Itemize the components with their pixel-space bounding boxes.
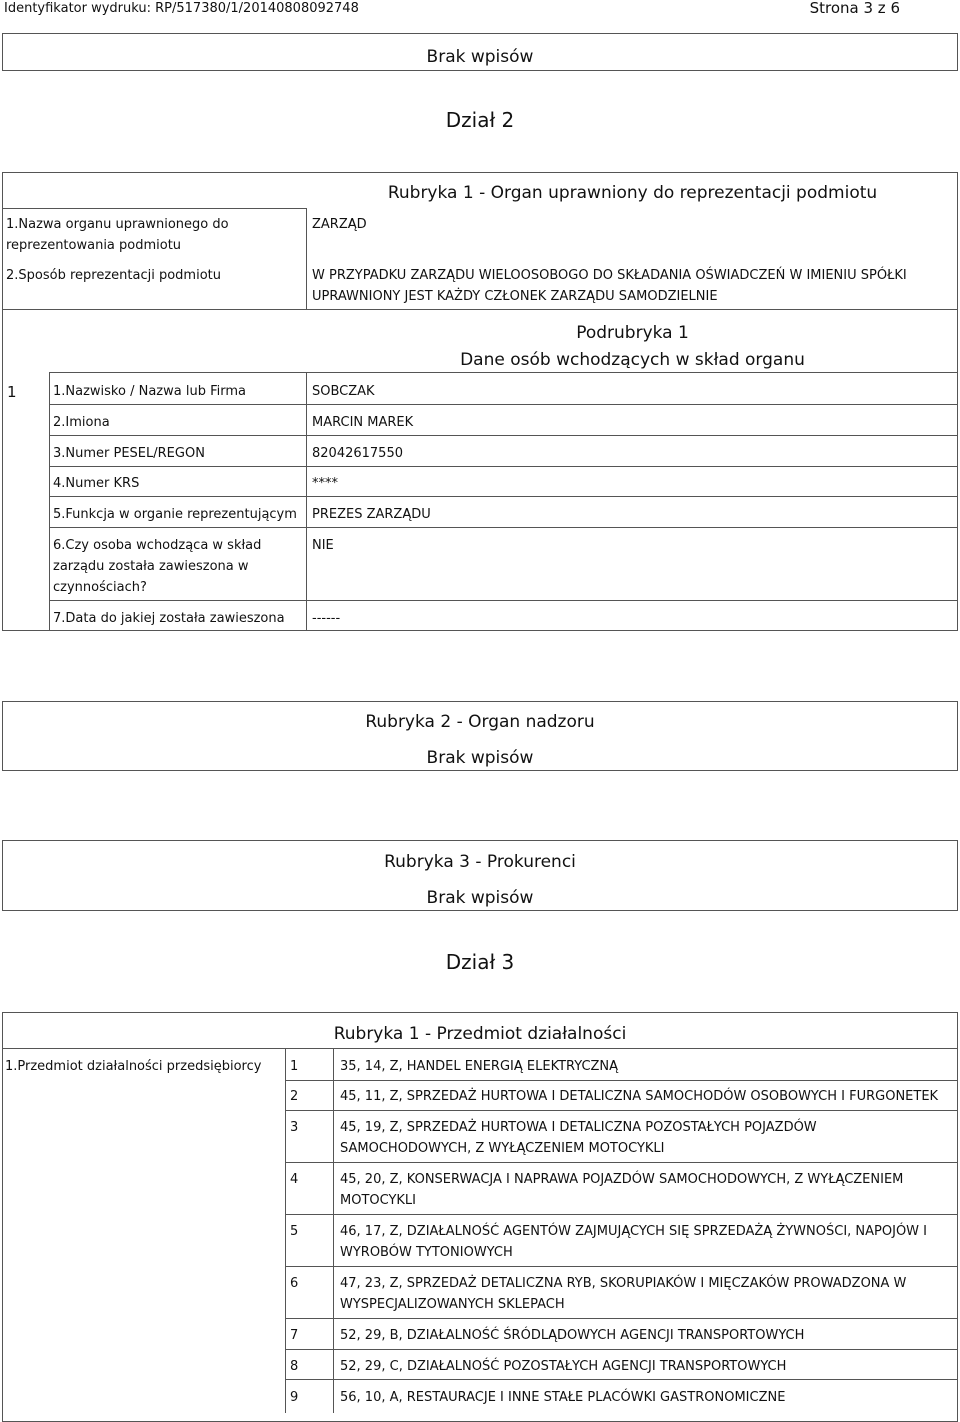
- activity-item-number: 6: [290, 1276, 299, 1291]
- rubryka-1-title: Rubryka 1 - Organ uprawniony do reprezentacji podmiotu: [387, 183, 878, 203]
- person-label-surname: 1.Nazwisko / Nazwa lub Firma: [53, 384, 246, 399]
- field-label-representation: 2.Sposób reprezentacji podmiotu: [6, 268, 221, 283]
- field-value-organ-name: ZARZĄD: [312, 217, 367, 232]
- divider: [285, 1048, 286, 1413]
- divider: [285, 1318, 958, 1319]
- person-value-function: PREZES ZARZĄDU: [312, 507, 431, 522]
- divider: [306, 208, 307, 309]
- activity-item-number: 5: [290, 1224, 299, 1239]
- person-value-names: MARCIN MAREK: [312, 415, 414, 430]
- activity-item-number: 9: [290, 1390, 299, 1405]
- field-label-organ-name: 1.Nazwa organu uprawnionego do reprezentowania podmiotu: [6, 217, 229, 253]
- divider: [285, 1080, 958, 1081]
- person-label-krs: 4.Numer KRS: [53, 476, 140, 491]
- divider: [49, 466, 958, 467]
- activity-item-number: 8: [290, 1359, 299, 1374]
- person-index: 1: [7, 383, 17, 401]
- person-label-pesel: 3.Numer PESEL/REGON: [53, 446, 205, 461]
- person-value-surname: SOBCZAK: [312, 384, 375, 399]
- divider: [2, 1048, 958, 1049]
- activity-item-text: 56, 10, A, RESTAURACJE I INNE STAŁE PLACÓWKI GASTRONOMICZNE: [340, 1390, 786, 1405]
- podrubryka-subtitle: Dane osób wchodzących w skład organu: [460, 350, 805, 370]
- divider: [49, 496, 958, 497]
- person-value-pesel: 82042617550: [312, 446, 403, 461]
- divider: [49, 404, 958, 405]
- field-value-representation: W PRZYPADKU ZARZĄDU WIELOOSOBOGO DO SKŁADANIA OŚWIADCZEŃ W IMIENIU SPÓŁKI UPRAWNIONY JEST KAŻDY CZŁONEK ZARZĄDU SAMODZIELNIE: [312, 268, 907, 304]
- section-title-dzial-2: Dział 2: [445, 108, 515, 132]
- dzial-3-rubryka-1-title: Rubryka 1 - Przedmiot działalności: [333, 1024, 627, 1044]
- divider: [285, 1214, 958, 1215]
- divider: [49, 435, 958, 436]
- rubryka-3-title: Rubryka 3 - Prokurenci: [384, 852, 576, 872]
- activity-item-text: 52, 29, B, DZIAŁALNOŚĆ ŚRÓDLĄDOWYCH AGENCJI TRANSPORTOWYCH: [340, 1328, 805, 1343]
- divider: [49, 600, 958, 601]
- divider: [333, 1048, 334, 1413]
- divider: [285, 1379, 958, 1380]
- activity-item-number: 3: [290, 1120, 299, 1135]
- rubryka-2-title: Rubryka 2 - Organ nadzoru: [365, 712, 595, 732]
- person-value-krs: ****: [312, 476, 338, 491]
- activity-item-number: 7: [290, 1328, 299, 1343]
- divider: [285, 1266, 958, 1267]
- divider: [49, 527, 958, 528]
- divider: [306, 372, 307, 631]
- activity-item-text: 46, 17, Z, DZIAŁALNOŚĆ AGENTÓW ZAJMUJĄCYCH SIĘ SPRZEDAŻĄ ŻYWNOŚCI, NAPOJÓW I WYROBÓW TYTONIOWYCH: [340, 1224, 927, 1260]
- divider: [2, 309, 958, 310]
- rubryka-3-empty: Brak wpisów: [426, 888, 534, 908]
- podrubryka-title: Podrubryka 1: [576, 323, 689, 343]
- activity-item-text: 47, 23, Z, SPRZEDAŻ DETALICZNA RYB, SKORUPIAKÓW I MIĘCZAKÓW PROWADZONA W WYSPECJALIZOWANYCH SKLEPACH: [340, 1276, 907, 1312]
- person-value-suspended: NIE: [312, 538, 334, 553]
- activity-item-text: 45, 20, Z, KONSERWACJA I NAPRAWA POJAZDÓW SAMOCHODOWYCH, Z WYŁĄCZENIEM MOTOCYKLI: [340, 1172, 904, 1208]
- person-label-function: 5.Funkcja w organie reprezentującym: [53, 507, 297, 522]
- person-label-suspension-date: 7.Data do jakiej została zawieszona: [53, 611, 285, 626]
- rubryka-2-empty: Brak wpisów: [426, 748, 534, 768]
- person-label-names: 2.Imiona: [53, 415, 110, 430]
- divider: [2, 208, 307, 209]
- print-identifier: Identyfikator wydruku: RP/517380/1/20140808092748: [4, 1, 359, 16]
- activity-item-text: 45, 11, Z, SPRZEDAŻ HURTOWA I DETALICZNA SAMOCHODÓW OSOBOWYCH I FURGONETEK: [340, 1089, 939, 1104]
- divider: [285, 1349, 958, 1350]
- activity-item-text: 35, 14, Z, HANDEL ENERGIĄ ELEKTRYCZNĄ: [340, 1059, 619, 1074]
- page-number: Strona 3 z 6: [809, 0, 900, 17]
- person-value-suspension-date: ------: [312, 611, 341, 626]
- activity-item-text: 52, 29, C, DZIAŁALNOŚĆ POZOSTAŁYCH AGENCJI TRANSPORTOWYCH: [340, 1359, 787, 1374]
- section-title-dzial-3: Dział 3: [445, 950, 515, 974]
- activity-item-number: 2: [290, 1089, 299, 1104]
- person-label-suspended: 6.Czy osoba wchodząca w skład zarządu została zawieszona w czynnościach?: [53, 538, 262, 595]
- divider: [49, 372, 958, 373]
- activity-field-label: 1.Przedmiot działalności przedsiębiorcy: [5, 1059, 262, 1074]
- empty-entry-label: Brak wpisów: [426, 47, 534, 67]
- divider: [49, 372, 50, 631]
- divider: [285, 1162, 958, 1163]
- activity-item-number: 4: [290, 1172, 299, 1187]
- activity-item-text: 45, 19, Z, SPRZEDAŻ HURTOWA I DETALICZNA POZOSTAŁYCH POJAZDÓW SAMOCHODOWYCH, Z WYŁĄCZENIEM MOTOCYKLI: [340, 1120, 817, 1156]
- divider: [285, 1110, 958, 1111]
- activity-item-number: 1: [290, 1059, 299, 1074]
